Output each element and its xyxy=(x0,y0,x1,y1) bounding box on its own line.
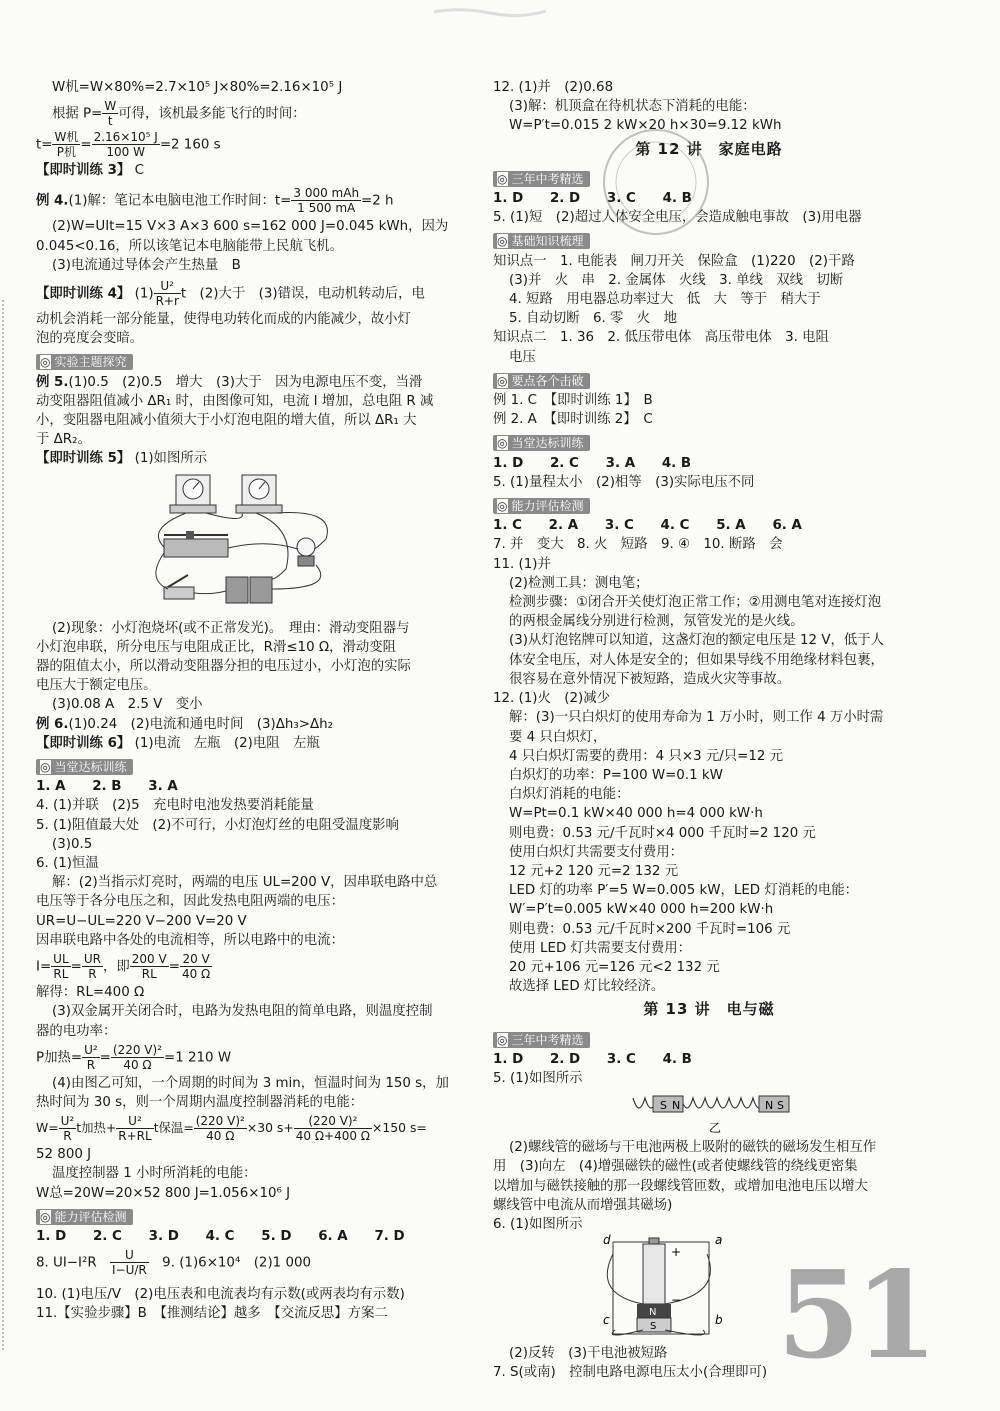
text-line: 检测步骤：①闭合开关使灯泡正常工作；②用测电笔对连接灯泡 xyxy=(509,595,882,611)
text-line: (2)现象：小灯泡烧坏(或不正常发光)。 理由：滑动变阻器与 xyxy=(52,620,410,636)
text-line: 解：(2)当指示灯亮时，两端的电压 UL=200 V，因串联电路中总 xyxy=(52,875,438,891)
answer-line: 1. D 2. C 3. A 4. B xyxy=(493,455,692,471)
text-line: (3)并 火 串 2. 金属体 火线 3. 单线 双线 切断 xyxy=(509,272,844,288)
circuit-figure xyxy=(36,469,460,619)
label-plus: + xyxy=(671,1245,682,1260)
text-line: 例 6.(1)0.24 (2)电流和通电时间 (3)Δh₃>Δh₂ xyxy=(36,716,333,732)
label-s2: S xyxy=(777,1099,784,1113)
page-number: 51 xyxy=(777,1245,932,1386)
text-line: 电压等于各分电压之和，因此发热电阻两端的电压： xyxy=(36,894,344,910)
text-line: 白炽灯的功率：P=100 W=0.1 kW xyxy=(509,767,723,783)
text-line: 则电费：0.53 元/千瓦时×200 千瓦时=106 元 xyxy=(509,921,791,937)
text-line: 例 5.(1)0.5 (2)0.5 增大 (3)大于 因为电源电压不变，当滑 xyxy=(36,374,423,390)
section-header: ◎ 能力评估检测 xyxy=(493,498,590,514)
text-line: 知识点二 1. 36 2. 低压带电体 高压带电体 3. 电阻 xyxy=(493,330,829,346)
watermark-stamp xyxy=(596,122,716,242)
answer-line: 1. C 2. A 3. C 4. C 5. A 6. A xyxy=(493,518,802,534)
label-d: d xyxy=(603,1234,611,1248)
section-header: ◎ 三年中考精选 xyxy=(493,1032,590,1048)
text-line: 泡的亮度会变暗。 xyxy=(36,331,144,347)
text-line: 以增加与磁铁接触的那一段螺线管匝数，或增加电池电压以增大 xyxy=(493,1178,868,1194)
formula-line: 【即时训练 4】 (1) $\frac{\text{U²}}{R+r}$ t (2)大于 (3)错误，电动机转动后，电 xyxy=(36,279,425,309)
text-line: 因串联电路中各处的电流相等，所以电路中的电流： xyxy=(36,932,344,948)
text-line: 4 只白炽灯需要的费用：4 只×3 元/只=12 元 xyxy=(509,748,784,764)
label-a: a xyxy=(715,1234,723,1248)
text-line: W′=P′t=0.005 kW×40 000 h=200 kW·h xyxy=(509,902,774,918)
text-line: 的两根金属线分别进行检测，氖管发光的是火线。 xyxy=(509,614,804,630)
text-line: 7. S(或南) 控制电路电源电压太小(合理即可) xyxy=(493,1365,768,1381)
text-line: 使用白炽灯共需要支付费用： xyxy=(509,844,684,860)
text-line: 6. (1)如图所示 xyxy=(493,1216,583,1232)
formula-line: 8. UI−I²R $\frac{U}{I-U/R}$ 9. (1)6×10⁴ (2)1 000 xyxy=(36,1248,312,1278)
section-header: ◎ 要点各个击破 xyxy=(493,373,590,389)
text-line: 7. 并 变大 8. 火 短路 9. ④ 10. 断路 会 xyxy=(493,537,783,553)
formula-line: W= $\frac{\text{U²}}{R}$ t加热+ $\frac{\text{U²}}{R+RL}$ t保温= $\frac{\text{(220 V)²}}{40 \Omega}$ ×30 s+ $\frac{\text{(220 V)²}}{40 \Omega+400 \Omega}$ ×150 s= xyxy=(36,1114,427,1144)
text-line: 11.【实验步骤】B 【推测结论】越多 【交流反思】方案二 xyxy=(36,1306,388,1322)
left-column xyxy=(36,78,460,1324)
label-north: N xyxy=(649,1307,657,1319)
text-line: 5. 自动切断 6. 零 火 地 xyxy=(509,311,677,327)
section-header: ◎ 实验主题探究 xyxy=(36,354,133,370)
text-line: (3)0.08 A 2.5 V 变小 xyxy=(52,697,203,713)
text-line: (2)W=UIt=15 V×3 A×3 600 s=162 000 J=0.045 kWh，因为 xyxy=(52,219,449,235)
answer-line: 1. D 2. D 3. C 4. B xyxy=(493,191,692,207)
formula-line: 例 4.(1)解：笔记本电脑电池工作时间：t= $\frac{\text{3 000 mAh}}{1 500 mA}$ =2 h xyxy=(36,186,394,216)
label-s: S xyxy=(660,1099,667,1113)
text-line: 故选择 LED 灯比较经济。 xyxy=(509,979,665,995)
binding-edge xyxy=(2,300,8,1350)
text-line: 例 1. C 【即时训练 1】 B xyxy=(493,393,653,409)
text-line: 5. (1)阻值最大处 (2)不可行，小灯泡灯丝的电阻受温度影响 xyxy=(36,817,399,833)
text-line: 解得：RL=400 Ω xyxy=(36,985,145,1001)
text-line: 器的阻值太小，所以滑动变阻器分担的电压过小，小灯泡的实际 xyxy=(36,659,411,675)
text-line: 要 4 只白炽灯， xyxy=(509,729,607,745)
solenoid-figure xyxy=(493,1088,925,1138)
text-line: 则电费：0.53 元/千瓦时×4 000 千瓦时=2 120 元 xyxy=(509,825,816,841)
text-line: 【即时训练 5】 (1)如图所示 xyxy=(36,451,208,467)
text-line: 电压 xyxy=(509,349,536,365)
label-c: c xyxy=(603,1313,610,1328)
text-line: UR=U−UL=220 V−200 V=20 V xyxy=(36,913,247,929)
text-line: (3)解：机顶盒在待机状态下消耗的电能： xyxy=(509,99,756,115)
text-line: 11. (1)并 xyxy=(493,556,551,572)
formula-line: 根据 P= $\frac{W}{t}$ 可得，该机最多能飞行的时间： xyxy=(52,99,306,129)
text-line: 螺线管中电流从而增强其磁场) xyxy=(493,1197,673,1213)
text-line: 5. (1)短 (2)超过人体安全电压，会造成触电事故 (3)用电器 xyxy=(493,210,862,226)
label-minus: − xyxy=(671,1293,682,1308)
text-line: 很容易在意外情况下被短路，造成火灾等事故。 xyxy=(509,671,791,687)
text-line: 10. (1)电压/V (2)电压表和电流表均有示数(或两表均有示数) xyxy=(36,1287,405,1303)
text-line: 12. (1)并 (2)0.68 xyxy=(493,80,614,95)
section-header: ◎ 能力评估检测 xyxy=(36,1209,133,1225)
label-b: b xyxy=(715,1313,723,1328)
lesson-title: 第 12 讲 家庭电路 xyxy=(635,139,783,158)
text-line: (2)反转 (3)干电池被短路 xyxy=(509,1346,668,1362)
text-line: (3)从灯泡铭牌可以知道，这盏灯泡的额定电压是 12 V，低于人 xyxy=(509,633,885,649)
magnet-right xyxy=(759,1096,789,1112)
text-line: 例 2. A 【即时训练 2】 C xyxy=(493,412,653,428)
section-header: ◎ 当堂达标训练 xyxy=(36,759,133,775)
label-n2: N xyxy=(765,1099,774,1113)
answer-line: 1. A 2. B 3. A xyxy=(36,779,178,795)
text-line: 电压大于额定电压。 xyxy=(36,678,157,694)
text-line: W总=20W=20×52 800 J=1.056×10⁶ J xyxy=(36,1185,291,1201)
text-line: (2)检测工具：测电笔； xyxy=(509,575,649,591)
text-line: (2)螺线管的磁场与干电池两极上吸附的磁铁的磁场发生相互作 xyxy=(509,1140,877,1156)
text-line: 体安全电压，对人体是安全的；但如果导线不用绝缘材料包裹， xyxy=(509,652,884,668)
top-scan-mark xyxy=(430,4,550,18)
text-line: (3)电流通过导体会产生热量 B xyxy=(52,257,241,273)
text-line: 【即时训练 3】 C xyxy=(36,163,144,179)
text-line: 0.045<0.16，所以该笔记本电脑能带上民航飞机。 xyxy=(36,238,344,254)
text-line: 5. (1)如图所示 xyxy=(493,1070,583,1086)
text-line: LED 灯的功率 P′=5 W=0.005 kW，LED 灯消耗的电能： xyxy=(509,883,859,899)
text-line: 器的电功率： xyxy=(36,1023,117,1039)
text-line: 温度控制器 1 小时所消耗的电能： xyxy=(52,1166,257,1182)
text-line: 知识点一 1. 电能表 闸刀开关 保险盒 (1)220 (2)干路 xyxy=(493,253,855,269)
text-line: (4)由图乙可知，一个周期的时间为 3 min，恒温时间为 150 s，加 xyxy=(52,1075,449,1091)
formula-line: I= $\frac{UL}{RL}$ = $\frac{UR}{R}$ ，即 $\frac{200 V}{RL}$ = $\frac{20 V}{40 \Omega}$ xyxy=(36,952,211,982)
text-line: 动机会消耗一部分能量，使得电功转化而成的内能减少，故小灯 xyxy=(36,312,411,328)
text-line: 4. (1)并联 (2)5 充电时电池发热要消耗能量 xyxy=(36,798,314,814)
formula-line: t= $\frac{\text{W机}}{\text{P机}}$ = $\frac{\text{2.16×10⁵ J}}{100 W}$ =2 160 s xyxy=(36,130,221,160)
text-line: W机=W×80%=2.7×10⁵ J×80%=2.16×10⁵ J xyxy=(52,80,343,95)
text-line: 解：(3)一只白炽灯的使用寿命为 1 万小时，则工作 4 万小时需 xyxy=(509,710,884,726)
text-line: 白炽灯消耗的电能： xyxy=(509,787,630,803)
figure-label: 乙 xyxy=(709,1121,722,1136)
text-line: W=P′t=0.015 2 kW×20 h×30=9.12 kWh xyxy=(509,118,782,134)
text-line: 20 元+106 元=126 元<2 132 元 xyxy=(509,959,720,975)
label-south: S xyxy=(650,1321,657,1333)
text-line: 12 元+2 120 元=2 132 元 xyxy=(509,863,679,879)
text-line: 热时间为 30 s，则一个周期内温度控制器消耗的电能： xyxy=(36,1094,364,1110)
text-line: 12. (1)火 (2)减少 xyxy=(493,691,611,707)
text-line: 于 ΔR₂。 xyxy=(36,432,91,448)
text-line: 【即时训练 6】 (1)电流 左瓶 (2)电阻 左瓶 xyxy=(36,735,320,751)
answer-line: 1. D 2. C 3. D 4. C 5. D 6. A 7. D xyxy=(36,1228,405,1244)
text-line: 小，变阻器电阻减小值须大于小灯泡电阻的增大值，所以 ΔR₁ 大 xyxy=(36,413,417,429)
text-line: 用 (3)向左 (4)增强磁铁的磁性(或者使螺线管的绕线更密集 xyxy=(493,1159,858,1175)
text-line: 5. (1)量程太小 (2)相等 (3)实际电压不同 xyxy=(493,474,755,490)
text-line: 4. 短路 用电器总功率过大 低 大 等于 稍大于 xyxy=(509,292,821,308)
lesson-title: 第 13 讲 电与磁 xyxy=(643,1000,775,1019)
formula-line: P加热= $\frac{\text{U²}}{R}$ = $\frac{\text{(220 V)²}}{40 \Omega}$ =1 210 W xyxy=(36,1042,232,1072)
text-line: 使用 LED 灯共需要支付费用： xyxy=(509,940,692,956)
text-line: (3)双金属开关闭合时，电路为发热电阻的简单电路，则温度控制 xyxy=(52,1004,433,1020)
text-line: 小灯泡串联，所分电压与电阻成正比，R滑≤10 Ω，滑动变阻 xyxy=(36,639,397,655)
section-header: ◎ 三年中考精选 xyxy=(493,171,590,187)
text-line: W=Pt=0.1 kW×40 000 h=4 000 kW·h xyxy=(509,806,763,822)
text-line: 动变阻器阻值减小 ΔR₁ 时，由图像可知，电流 I 增加，总电阻 R 减 xyxy=(36,393,434,409)
right-column xyxy=(493,78,925,1383)
text-line: (3)0.5 xyxy=(52,836,93,852)
text-line: 52 800 J xyxy=(36,1147,92,1163)
label-n: N xyxy=(672,1099,681,1113)
text-line: 6. (1)恒温 xyxy=(36,856,99,872)
answer-line: 1. D 2. D 3. C 4. B xyxy=(493,1051,692,1067)
section-header: ◎ 当堂达标训练 xyxy=(493,435,590,451)
section-header: ◎ 基础知识梳理 xyxy=(493,233,590,249)
